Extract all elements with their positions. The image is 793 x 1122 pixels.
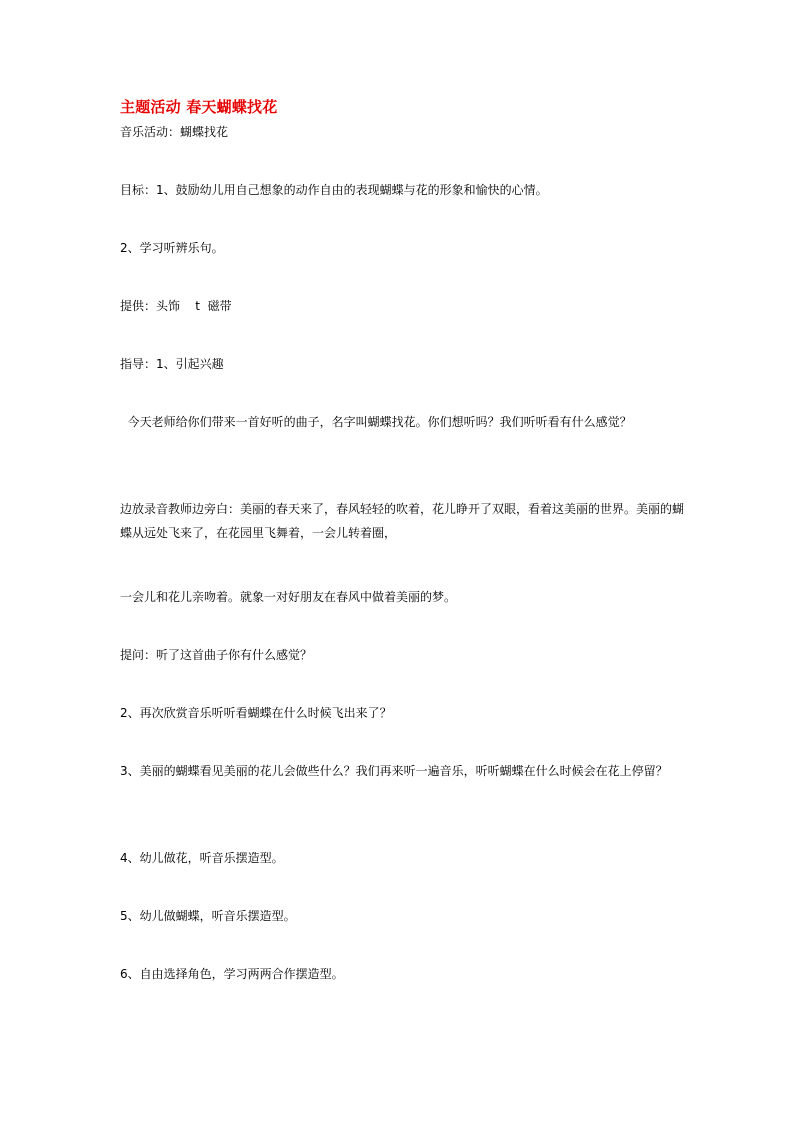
step-line-5: 5、幼儿做蝴蝶，听音乐摆造型。 (120, 909, 296, 923)
subtitle-line: 音乐活动：蝴蝶找花 (120, 125, 229, 139)
goal-line-2: 2、学习听辨乐句。 (120, 241, 224, 255)
goal-line-1: 目标：1、鼓励幼儿用自己想象的动作自由的表现蝴蝶与花的形象和愉快的心情。 (120, 183, 548, 197)
narration-paragraph-1: 边放录音教师边旁白：美丽的春天来了，春风轻轻的吹着，花儿睁开了双眼，看着这美丽的世界。美丽的蝴蝶从远处飞来了，在花园里飞舞着，一会儿转着圈， (120, 502, 685, 540)
guide-line-1: 指导：1、引起兴趣 (120, 357, 224, 371)
document-title: 主题活动 春天蝴蝶找花 (120, 98, 278, 116)
question-line: 提问：听了这首曲子你有什么感觉？ (120, 648, 313, 662)
step-line-6: 6、自由选择角色，学习两两合作摆造型。 (120, 967, 344, 981)
step-line-2: 2、再次欣赏音乐听听看蝴蝶在什么时候飞出来了？ (120, 706, 392, 720)
step-line-4: 4、幼儿做花，听音乐摆造型。 (120, 851, 284, 865)
intro-paragraph: 今天老师给你们带来一首好听的曲子，名字叫蝴蝶找花。你们想听吗？我们听听看有什么感觉？ (120, 415, 632, 429)
step-paragraph-3: 3、美丽的蝴蝶看见美丽的花儿会做些什么？我们再来听一遍音乐，听听蝴蝶在什么时候会在花上停留？ (120, 764, 668, 778)
narration-paragraph-2: 一会儿和花儿亲吻着。就象一对好朋友在春风中做着美丽的梦。 (120, 590, 457, 604)
materials-line: 提供：头饰 t 磁带 (120, 299, 232, 313)
